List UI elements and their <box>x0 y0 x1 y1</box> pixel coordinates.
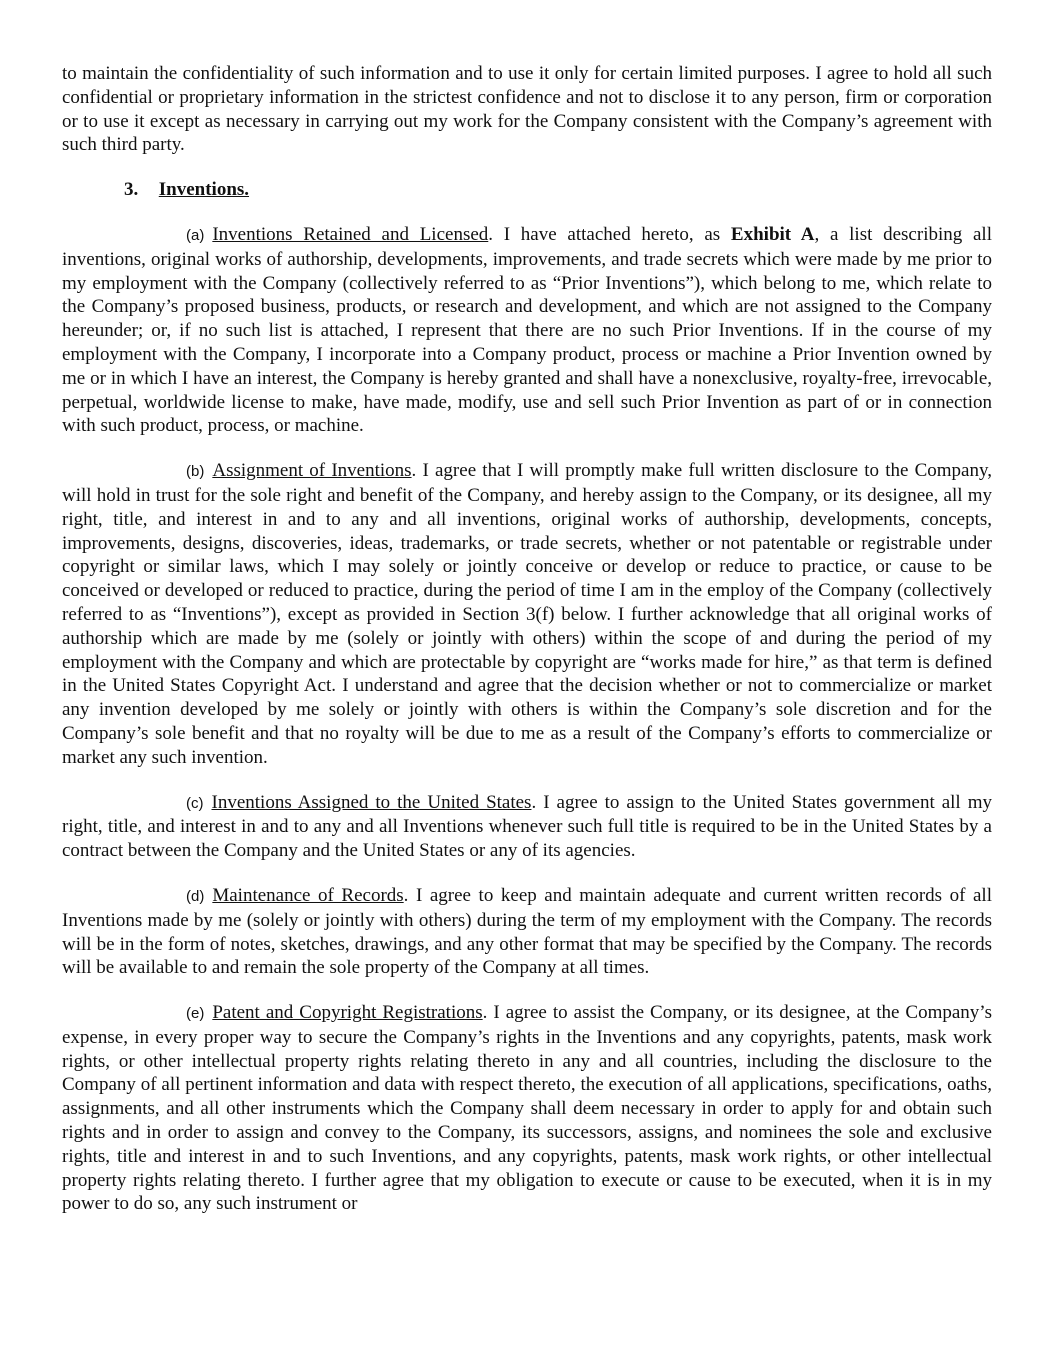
section-title: Inventions. <box>158 179 250 201</box>
subsection-b-heading: Assignment of Inventions <box>212 460 412 482</box>
subsection-e <box>62 1001 992 1216</box>
subsection-b-label: (b) <box>186 463 205 481</box>
section-heading <box>62 178 992 202</box>
subsection-d-heading: Maintenance of Records <box>212 884 404 906</box>
subsection-e-heading: Patent and Copyright Registrations <box>212 1002 483 1024</box>
subsection-a-heading: Inventions Retained and Licensed <box>212 223 489 245</box>
subsection-a-label: (a) <box>186 226 205 244</box>
subsection-b <box>62 459 992 769</box>
subsection-c <box>62 791 992 863</box>
subsection-c-text: . I agree to assign to the United States government all my right, title, and interest in and to any and all Inventions whenever such full title is required to be in the United States by a contract between the Company and the United States or any of its agencies. <box>62 791 992 862</box>
subsection-d-label: (d) <box>186 887 205 905</box>
subsection-d <box>62 884 992 980</box>
subsection-a-text-after: , a list describing all inventions, original works of authorship, developments, improvements, and trade secrets which were made by me prior to my employment with the Company (collectively referred to as “Prior Inventions”), which belong to me, which relate to the Company’s proposed business, products, or research and development, and which are not assigned to the Company hereunder; or, if no such list is attached, I represent that there are no such Prior Inventions. If in the course of my employment with the Company, I incorporate into a Company product, process or machine a Prior Invention owned by me or in which I have an interest, the Company is hereby granted and shall have a nonexclusive, royalty-free, irrevocable, perpetual, worldwide license to make, have made, modify, use and sell such Prior Invention as part of or in connection with such product, process, or machine. <box>62 223 992 437</box>
subsection-c-label: (c) <box>186 794 204 812</box>
exhibit-a-reference: Exhibit A <box>730 223 815 245</box>
section-number: 3. <box>124 179 139 201</box>
subsection-d-text: . I agree to keep and maintain adequate and current written records of all Inventions made by me (solely or jointly with others) during the term of my employment with the Company. The records will be in the form of notes, sketches, drawings, and any other format that may be specified by the Company. The records will be available to and remain the sole property of the Company at all times. <box>62 884 992 979</box>
intro-paragraph: to maintain the confidentiality of such information and to use it only for certain limited purposes. I agree to hold all such confidential or proprietary information in the strictest confidence and not to disclose it to any person, firm or corporation or to use it except as necessary in carrying out my work for the Company consistent with the Company’s agreement with such third party. <box>62 63 992 156</box>
subsection-e-text: . I agree to assist the Company, or its designee, at the Company’s expense, in every proper way to secure the Company’s rights in the Inventions and any copyrights, patents, mask work rights, or other intellectual property rights relating thereto in any and all countries, including the disclosure to the Company of all pertinent information and data with respect thereto, the execution of all applications, specifications, oaths, assignments, and all other instruments which the Company shall deem necessary in order to apply for and obtain such rights and in order to assign and convey to the Company, its successors, assigns, and nominees the sole and exclusive rights, title and interest in and to such Inventions, and any copyrights, patents, mask work rights, or other intellectual property rights relating thereto. I further agree that my obligation to execute or cause to be executed, when it is in my power to do so, any such instrument or <box>62 1002 992 1215</box>
document-page <box>62 62 992 1237</box>
subsection-e-label: (e) <box>186 1005 205 1023</box>
subsection-c-heading: Inventions Assigned to the United States <box>211 791 532 813</box>
subsection-b-text: . I agree that I will promptly make full written disclosure to the Company, will hold in trust for the sole right and benefit of the Company, and hereby assign to the Company, or its designee, all my right, title, and interest in and to any and all inventions, original works of authorship, developments, concepts, improvements, designs, discoveries, ideas, trademarks, or trade secrets, whether or not patentable or registrable under copyright or similar laws, which I may solely or jointly conceive or develop or reduce to practice, or cause to be conceived or developed or reduced to practice, during the period of time I am in the employ of the Company (collectively referred to as “Inventions”), except as provided in Section 3(f) below. I further acknowledge that all original works of authorship which are made by me (solely or jointly with others) within the scope of and during the period of my employment with the Company and which are protectable by copyright are “works made for hire,” as that term is defined in the United States Copyright Act. I understand and agree that the decision whether or not to commercialize or market any invention developed by me solely or jointly with others is within the Company’s sole discretion and for the Company’s sole benefit and that no royalty will be due to me as a result of the Company’s efforts to commercialize or market any such invention. <box>62 460 992 768</box>
subsection-a <box>62 223 992 438</box>
subsection-a-text-before: . I have attached hereto, as <box>488 223 731 245</box>
